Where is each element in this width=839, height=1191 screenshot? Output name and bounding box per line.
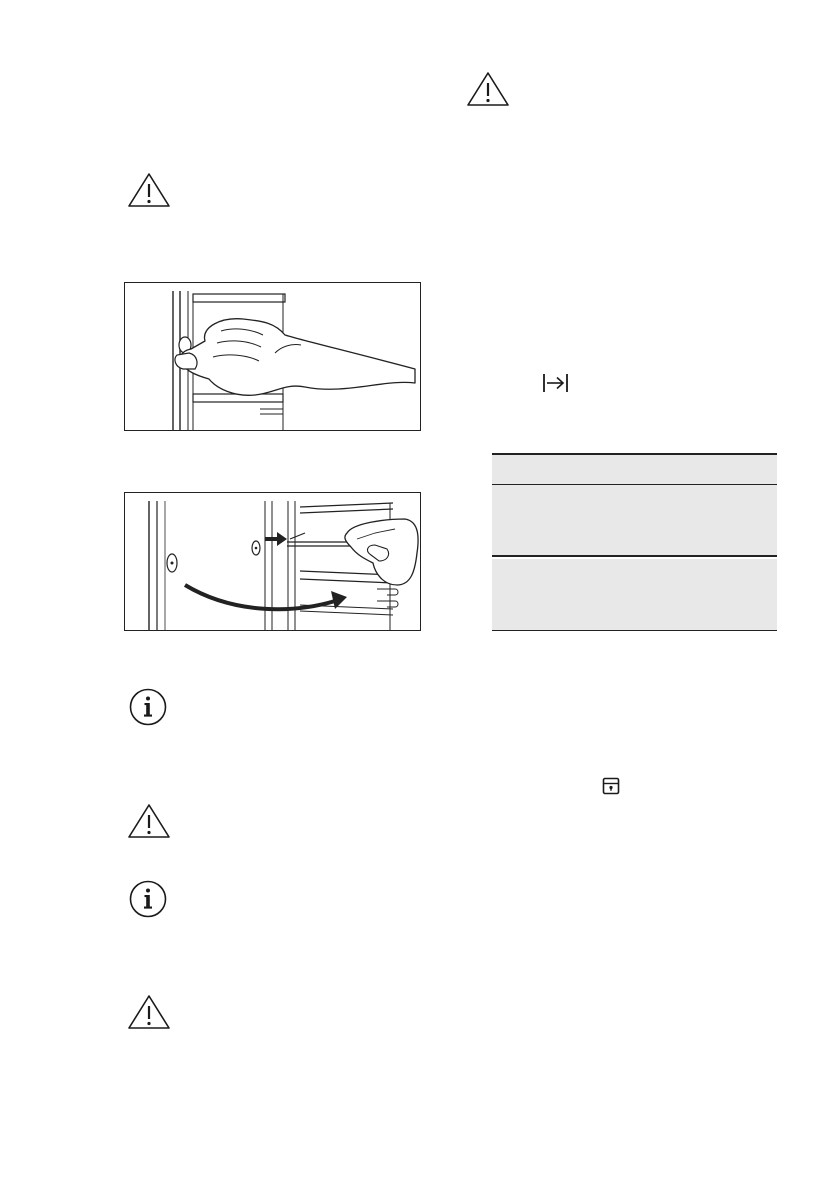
table-row — [492, 559, 777, 631]
info-icon — [127, 686, 169, 728]
warning-triangle-icon — [127, 172, 171, 208]
table-header-row — [492, 453, 777, 485]
shelf-support-removal-illustration — [124, 282, 421, 431]
child-lock-icon — [601, 776, 621, 796]
arrow-to-bar-icon — [542, 372, 570, 394]
shelf-support-reinstall-illustration — [124, 492, 421, 631]
warning-triangle-icon — [466, 71, 510, 107]
settings-table — [492, 453, 777, 631]
warning-triangle-icon — [127, 994, 171, 1030]
info-icon — [127, 878, 169, 920]
table-row — [492, 485, 777, 557]
warning-triangle-icon — [127, 803, 171, 839]
